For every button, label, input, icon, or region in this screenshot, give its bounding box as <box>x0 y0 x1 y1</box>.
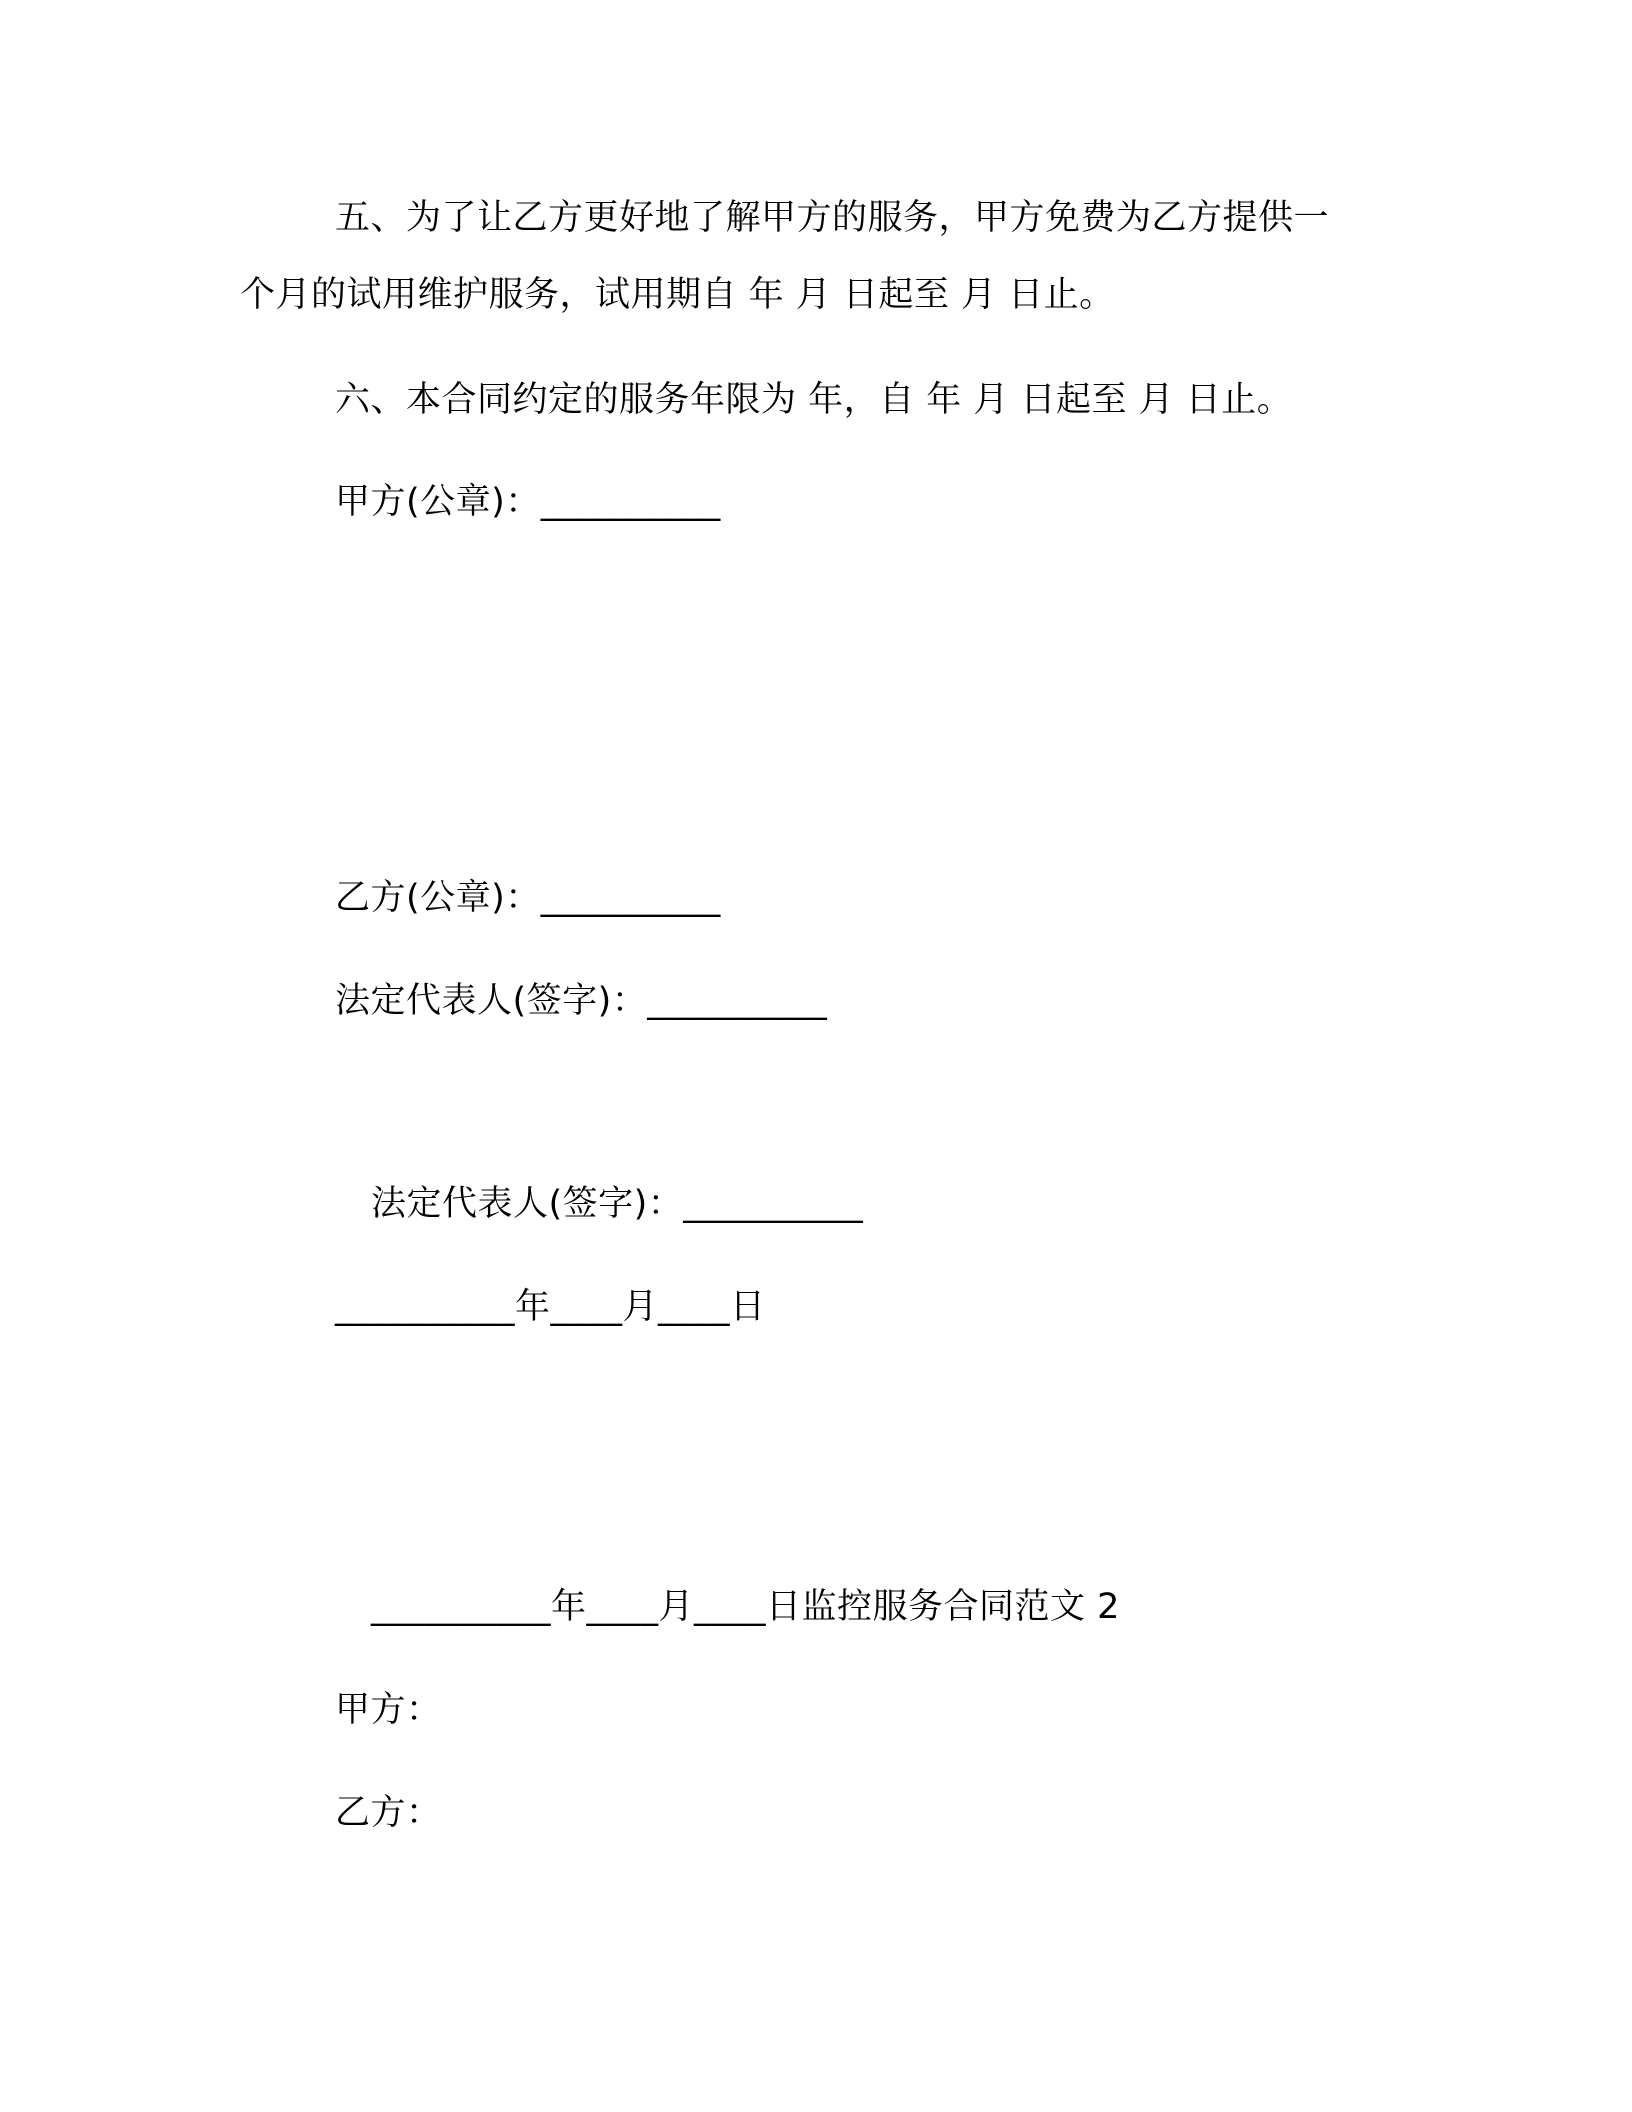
legal-rep-signature-line-1: 法定代表人(签字)：__________ <box>335 981 828 1021</box>
party-a-seal-line: 甲方(公章)：__________ <box>335 482 721 522</box>
clause-5-line-1: 五、为了让乙方更好地了解甲方的服务，甲方免费为乙方提供一 <box>335 198 1330 238</box>
party-a-label: 甲方： <box>335 1690 442 1730</box>
date-line: __________年____月____日 <box>335 1287 766 1327</box>
date-and-title-line: __________年____月____日监控服务合同范文 2 <box>371 1587 1120 1627</box>
legal-rep-signature-line-2: 法定代表人(签字)：__________ <box>371 1184 864 1224</box>
clause-6: 六、本合同约定的服务年限为 年，自 年 月 日起至 月 日止。 <box>335 380 1293 420</box>
party-b-seal-line: 乙方(公章)：__________ <box>335 878 721 918</box>
party-b-label: 乙方： <box>335 1793 442 1833</box>
clause-5-line-2: 个月的试用维护服务，试用期自 年 月 日起至 月 日止。 <box>240 275 1115 315</box>
